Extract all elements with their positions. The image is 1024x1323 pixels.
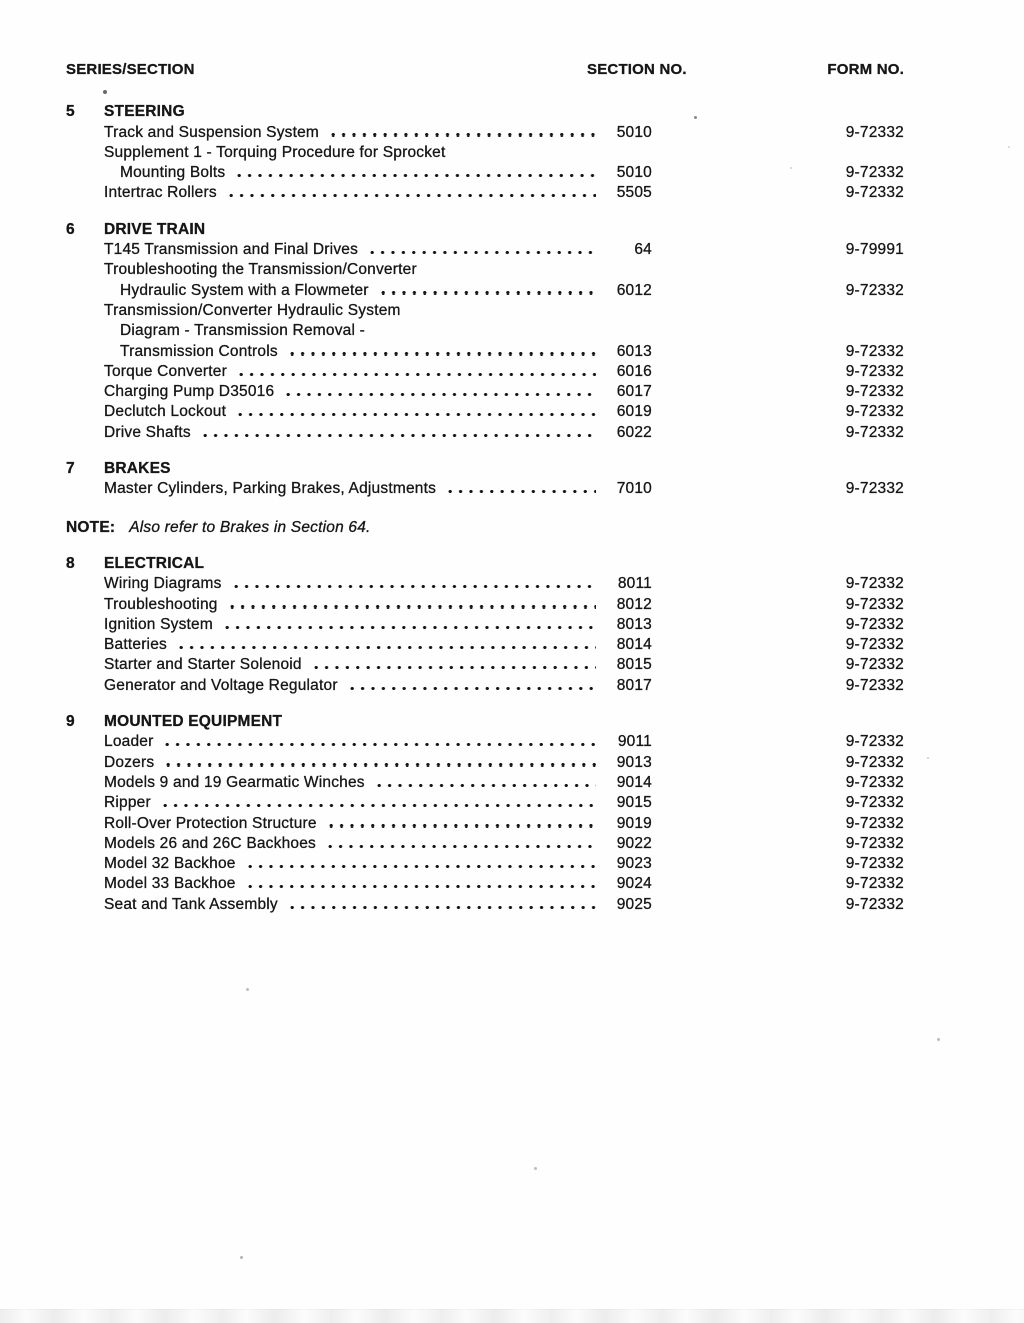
entry-section-no: 9024	[616, 875, 652, 893]
entry-title: Hydraulic System with a Flowmeter	[120, 281, 369, 299]
entry-section-no: 6022	[616, 423, 652, 441]
entry-form-no: 9-72332	[845, 383, 904, 401]
entry-title: Seat and Tank Assembly	[104, 895, 278, 913]
section-number: 7	[66, 460, 75, 478]
scan-speck	[927, 757, 929, 759]
toc-entry	[66, 676, 904, 696]
toc-entry-main	[66, 595, 652, 615]
toc-section	[0, 102, 1024, 203]
section-heading	[66, 220, 1024, 240]
section-number: 9	[66, 713, 75, 731]
entry-form-no: 9-72332	[845, 656, 904, 674]
section-number: 6	[66, 220, 75, 238]
entry-section-no: 9013	[616, 753, 652, 771]
entry-section-no: 6012	[616, 281, 652, 299]
dot-leader	[285, 906, 596, 909]
scan-speck	[937, 1038, 940, 1041]
dot-leader	[233, 413, 596, 416]
entry-title: Transmission Controls	[120, 342, 278, 360]
entry-section-no: 6013	[616, 342, 652, 360]
toc-entry	[66, 123, 904, 143]
toc-entry-main	[66, 655, 652, 675]
toc-entry-main	[66, 183, 652, 203]
toc-entry	[66, 753, 904, 773]
scan-speck	[694, 116, 697, 119]
scan-speck	[246, 988, 249, 991]
entry-section-no: 5505	[616, 184, 652, 202]
toc-entry	[66, 342, 904, 362]
toc-section	[0, 712, 1024, 915]
toc-entry-main	[66, 342, 652, 362]
toc-entry-main	[66, 773, 652, 793]
toc-entry-main	[66, 281, 652, 301]
toc-entry	[66, 362, 904, 382]
toc-entry	[66, 240, 904, 260]
entry-title-line: Diagram - Transmission Removal -	[120, 322, 365, 340]
entry-section-no: 6019	[616, 403, 652, 421]
toc-entry	[66, 595, 904, 615]
toc-entry	[66, 895, 904, 915]
entry-title-wrap-row	[66, 301, 1024, 321]
toc-entry-main	[66, 834, 652, 854]
entry-title: T145 Transmission and Final Drives	[104, 241, 359, 259]
toc-entry	[66, 423, 904, 443]
dot-leader	[345, 687, 596, 690]
toc-entry	[66, 814, 904, 834]
header-series-section: SERIES/SECTION	[66, 61, 195, 78]
entry-title: Roll-Over Protection Structure	[104, 814, 317, 832]
entry-section-no: 9011	[617, 733, 652, 751]
dot-leader	[323, 845, 596, 848]
dot-leader	[324, 824, 596, 827]
entry-section-no: 8011	[617, 575, 652, 593]
dot-leader	[309, 666, 596, 669]
toc-entry	[66, 402, 904, 422]
entry-form-no: 9-72332	[845, 123, 904, 141]
toc-entry-main	[66, 240, 652, 260]
toc-entry-main	[66, 123, 652, 143]
toc-entry	[66, 574, 904, 594]
entry-section-no: 5010	[616, 164, 652, 182]
toc-entry-main	[66, 423, 652, 443]
entry-form-no: 9-72332	[845, 184, 904, 202]
entry-form-no: 9-72332	[845, 814, 904, 832]
entry-form-no: 9-72332	[845, 895, 904, 913]
entry-form-no: 9-72332	[845, 794, 904, 812]
toc-entry-main	[66, 895, 652, 915]
toc-entry-main	[66, 382, 652, 402]
entry-section-no: 5010	[616, 123, 652, 141]
scan-speck	[534, 1167, 537, 1170]
toc-section	[0, 459, 1024, 538]
toc-entry-main	[66, 615, 652, 635]
toc-entry	[66, 732, 904, 752]
section-number: 5	[66, 103, 75, 121]
header-form-no: FORM NO.	[827, 61, 904, 78]
entry-title: Loader	[104, 733, 154, 751]
entry-section-no: 9023	[616, 855, 652, 873]
entry-title: Model 32 Backhoe	[104, 855, 236, 873]
dot-leader	[281, 393, 596, 396]
entry-section-no: 6016	[616, 362, 652, 380]
toc-entry-main	[66, 676, 652, 696]
entry-title: Wiring Diagrams	[104, 575, 222, 593]
section-heading	[66, 712, 1024, 732]
toc-entry	[66, 183, 904, 203]
toc-entry	[66, 834, 904, 854]
dot-leader	[285, 352, 596, 355]
scan-speck	[1008, 146, 1010, 148]
entry-section-no: 6017	[616, 383, 652, 401]
entry-form-no: 9-72332	[845, 575, 904, 593]
entry-title: Master Cylinders, Parking Brakes, Adjustments	[104, 480, 437, 498]
toc-entry	[66, 793, 904, 813]
entry-title: Drive Shafts	[104, 423, 191, 441]
dot-leader	[158, 804, 596, 807]
entry-title: Torque Converter	[104, 362, 227, 380]
entry-title: Models 9 and 19 Gearmatic Winches	[104, 773, 365, 791]
section-heading	[66, 554, 1024, 574]
header-section-no: SECTION NO.	[587, 61, 687, 78]
entry-form-no: 9-72332	[845, 636, 904, 654]
entry-section-no: 8014	[616, 636, 652, 654]
section-heading	[66, 459, 1024, 479]
toc-entry-main	[66, 732, 652, 752]
entry-title-wrap-row	[66, 143, 1024, 163]
entry-section-no: 8015	[616, 656, 652, 674]
entry-title: Batteries	[104, 636, 167, 654]
entry-title: Declutch Lockout	[104, 403, 227, 421]
entry-form-no: 9-72332	[845, 615, 904, 633]
entry-form-no: 9-72332	[845, 423, 904, 441]
entry-title: Model 33 Backhoe	[104, 875, 236, 893]
dot-leader	[234, 373, 596, 376]
toc-entry	[66, 281, 904, 301]
entry-title-wrap-row	[66, 260, 1024, 280]
entry-section-no: 7010	[616, 480, 652, 498]
entry-section-no: 9015	[616, 794, 652, 812]
scan-speck	[790, 167, 792, 169]
note	[66, 518, 1024, 538]
entry-title: Dozers	[104, 753, 155, 771]
toc-entry	[66, 479, 904, 499]
entry-title-line: Troubleshooting the Transmission/Converter	[104, 261, 417, 279]
scan-speck	[240, 1256, 243, 1259]
dot-leader	[365, 251, 596, 254]
section-title: STEERING	[104, 103, 185, 121]
dot-leader	[220, 626, 596, 629]
toc-entry	[66, 382, 904, 402]
toc-entry-main	[66, 793, 652, 813]
toc-entry-main	[66, 854, 652, 874]
entry-form-no: 9-72332	[845, 855, 904, 873]
entry-form-no: 9-72332	[845, 362, 904, 380]
dot-leader	[225, 605, 596, 608]
dot-leader	[224, 194, 596, 197]
toc-entry-main	[66, 814, 652, 834]
column-headers	[66, 60, 904, 80]
section-title: MOUNTED EQUIPMENT	[104, 713, 283, 731]
entry-section-no: 9019	[616, 814, 652, 832]
entry-title: Starter and Starter Solenoid	[104, 656, 302, 674]
dot-leader	[161, 763, 596, 766]
entry-title: Generator and Voltage Regulator	[104, 676, 338, 694]
toc-entry-main	[66, 479, 652, 499]
toc-entry	[66, 655, 904, 675]
dot-leader	[376, 291, 596, 294]
dot-leader	[160, 743, 596, 746]
entry-title: Models 26 and 26C Backhoes	[104, 834, 316, 852]
toc-entry	[66, 615, 904, 635]
toc-entry-main	[66, 402, 652, 422]
dot-leader	[443, 490, 596, 493]
toc-entry	[66, 163, 904, 183]
entry-form-no: 9-72332	[845, 480, 904, 498]
entry-form-no: 9-72332	[845, 281, 904, 299]
note-text: Also refer to Brakes in Section 64.	[129, 518, 371, 536]
entry-section-no: 64	[634, 241, 652, 259]
toc-body	[0, 102, 1024, 915]
toc-section	[0, 554, 1024, 696]
entry-form-no: 9-72332	[845, 753, 904, 771]
toc-entry-main	[66, 635, 652, 655]
entry-title: Track and Suspension System	[104, 123, 320, 141]
toc-entry-main	[66, 574, 652, 594]
section-heading	[66, 102, 1024, 122]
toc-section	[0, 220, 1024, 443]
entry-section-no: 8012	[616, 595, 652, 613]
toc-entry	[66, 773, 904, 793]
toc-entry	[66, 874, 904, 894]
section-number: 8	[66, 554, 75, 572]
entry-title: Mounting Bolts	[120, 164, 226, 182]
entry-title-wrap-row	[66, 321, 1024, 341]
entry-title: Intertrac Rollers	[104, 184, 217, 202]
scan-artifact-bottom-bar	[0, 1309, 1024, 1323]
entry-title: Troubleshooting	[104, 595, 218, 613]
dot-leader	[229, 585, 596, 588]
section-title: DRIVE TRAIN	[104, 220, 206, 238]
entry-form-no: 9-72332	[845, 595, 904, 613]
entry-form-no: 9-72332	[845, 875, 904, 893]
entry-section-no: 8017	[616, 676, 652, 694]
entry-form-no: 9-72332	[845, 342, 904, 360]
toc-entry	[66, 635, 904, 655]
entry-section-no: 8013	[616, 615, 652, 633]
entry-form-no: 9-72332	[845, 773, 904, 791]
toc-entry	[66, 854, 904, 874]
entry-title: Charging Pump D35016	[104, 383, 275, 401]
toc-entry-main	[66, 362, 652, 382]
entry-title-line: Transmission/Converter Hydraulic System	[104, 301, 401, 319]
scan-speck	[103, 90, 107, 94]
entry-form-no: 9-72332	[845, 164, 904, 182]
entry-section-no: 9025	[616, 895, 652, 913]
entry-section-no: 9022	[616, 834, 652, 852]
section-title: BRAKES	[104, 460, 171, 478]
entry-section-no: 9014	[616, 773, 652, 791]
dot-leader	[198, 434, 596, 437]
entry-form-no: 9-72332	[845, 733, 904, 751]
dot-leader	[243, 865, 596, 868]
section-title: ELECTRICAL	[104, 554, 205, 572]
entry-title: Ripper	[104, 794, 151, 812]
entry-title: Ignition System	[104, 615, 213, 633]
dot-leader	[174, 646, 596, 649]
note-label: NOTE:	[66, 518, 116, 536]
toc-entry-main	[66, 874, 652, 894]
dot-leader	[243, 885, 596, 888]
entry-form-no: 9-72332	[845, 676, 904, 694]
entry-form-no: 9-72332	[845, 834, 904, 852]
entry-form-no: 9-72332	[845, 403, 904, 421]
toc-entry-main	[66, 753, 652, 773]
dot-leader	[232, 174, 596, 177]
entry-form-no: 9-79991	[845, 241, 904, 259]
entry-title-line: Supplement 1 - Torquing Procedure for Sprocket	[104, 143, 446, 161]
dot-leader	[372, 784, 596, 787]
toc-entry-main	[66, 163, 652, 183]
dot-leader	[326, 133, 596, 136]
